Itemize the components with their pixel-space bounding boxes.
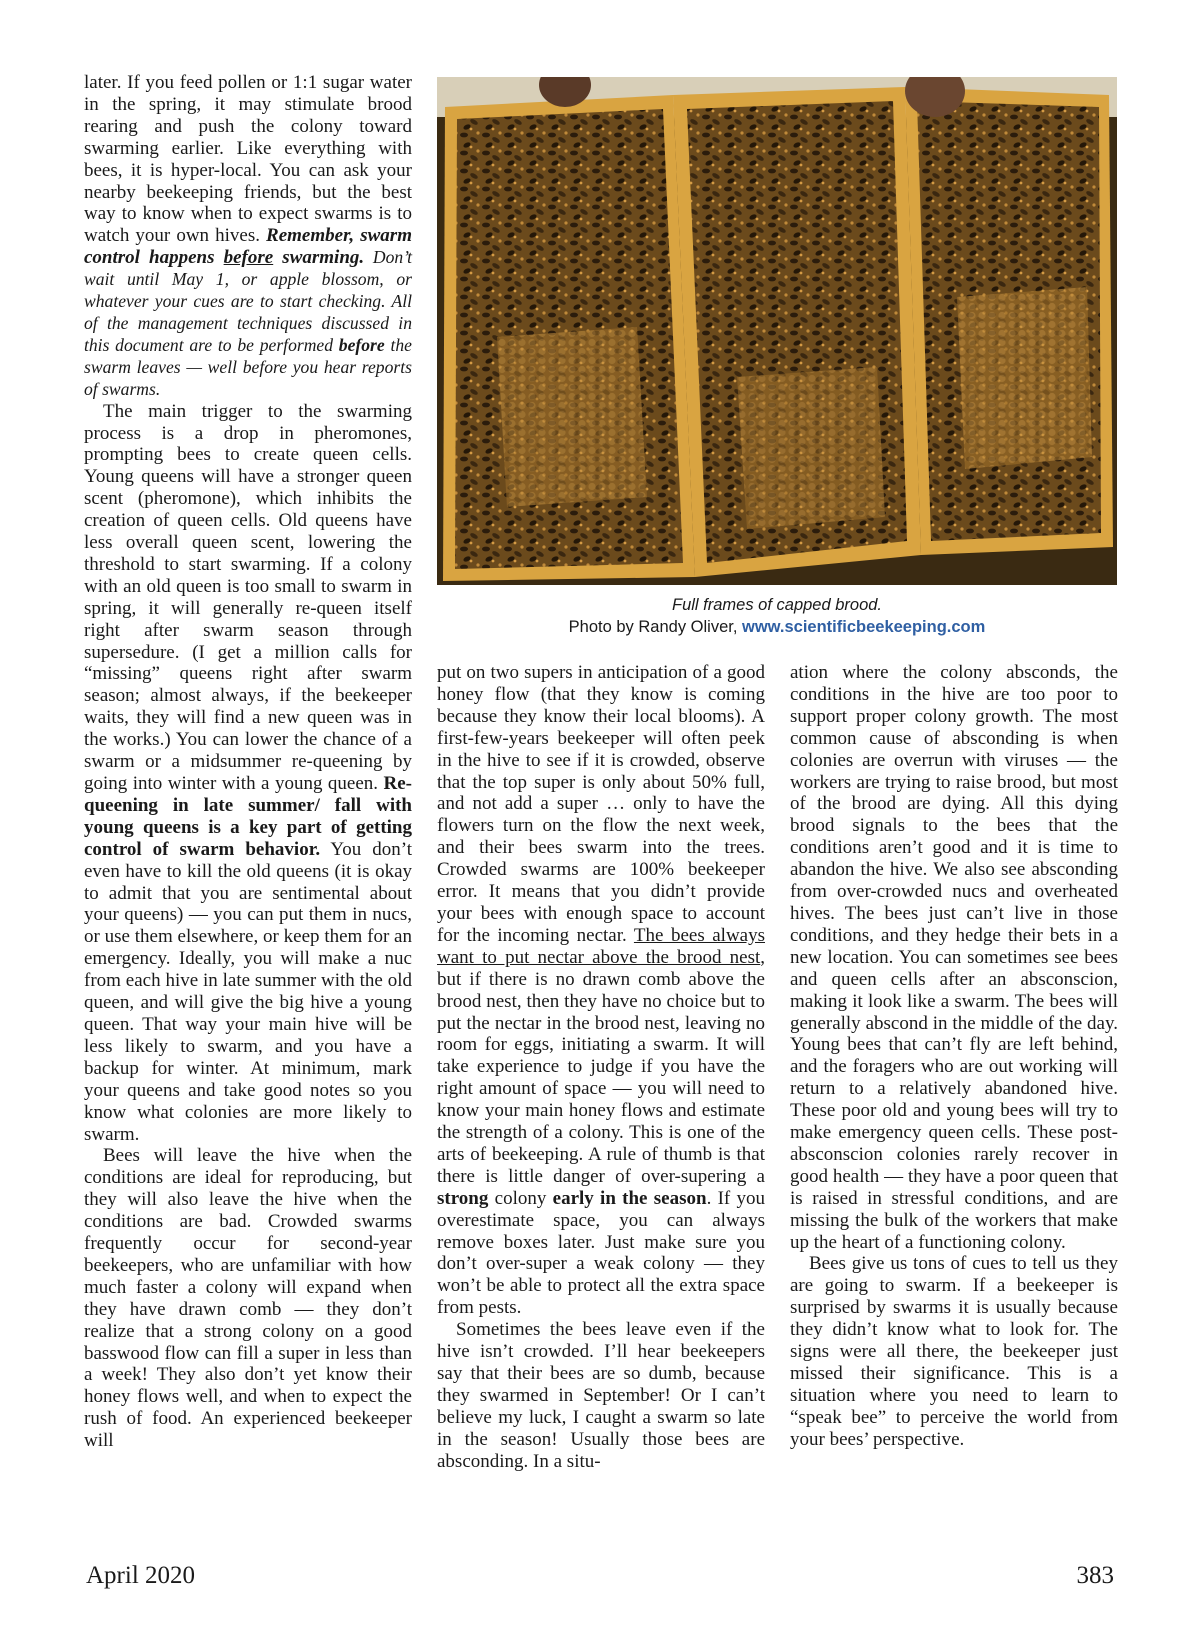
text-run: later. If you feed pollen or 1:1 sugar water in the spring, it may stimulate brood rearing and push the colony toward swarming earlier. Like everything with bees, it is hyper-local. You can ask your nearby beekeeping friends, but the best way to know when to expect swarms is to watch your own hives. — [84, 72, 412, 247]
italic-text: Don’t wait until May 1, or apple blossom, or whatever your cues are to start checking. All of the management techniques discussed in this document are to be performed — [84, 247, 412, 355]
paragraph — [84, 401, 412, 1146]
issue-date: April 2020 — [86, 1562, 196, 1589]
text-run: put on two supers in anticipation of a good honey flow (that they know is coming because they know their local blooms). A first-few-years beekeeper will often peek in the hive to see if it is crowded, observe that the top super is only about 50% full, and not add a super … only to have the flowers turn on the flow the next week, and their bees swarm into the trees. Crowded swarms are 100% beekeeper error. It means that you didn’t provide your bees with enough space to account for the incoming nectar. — [437, 662, 765, 946]
emphasis-text: Remember, swarm control happens — [84, 225, 412, 269]
photo-caption — [437, 594, 1117, 638]
brood-frames-photo — [437, 77, 1117, 585]
text-run: The main trigger to the swarming process is a drop in pheromones, prompting bees to create queen cells. Young queens will have a stronger queen scent (pheromone), which inhibits the creation of queen cells. Old queens have less overall queen scent, lowering the threshold to start swarming. If a colony with an old queen is too small to swarm in spring, it will generally re-queen itself right after swarm season through supersedure. (I get a million calls for “missing” queens right after swarm season; almost always, if the beekeeper waits, they will find a new queen was in the works.) You can lower the chance of a swarm or a midsummer re-queening by going into winter with a young queen. — [84, 400, 412, 794]
middle-text-column — [437, 662, 765, 1473]
bold-text: Re-queening in late summer/ fall with young queens is a key part of getting control of swarm behavior. — [84, 773, 412, 860]
emphasis-text: before — [338, 334, 385, 355]
italic-text: the swarm leaves — well before you hear reports of swarms. — [84, 334, 412, 399]
caption-credit: Photo by Randy Oliver, — [568, 618, 743, 636]
brood-frames-illustration — [437, 77, 1117, 585]
paragraph — [84, 72, 412, 401]
right-text-column — [790, 662, 1118, 1451]
underlined-text: The bees always want to put nectar above the brood nest — [437, 924, 765, 968]
paragraph: ation where the colony absconds, the conditions in the hive are too poor to support proper colony growth. The most common cause of absconding is when colonies are overrun with viruses — the workers are trying to raise brood, but most of the brood are dying. All this dying brood signals to the bees that the conditions aren’t good and it is time to abandon the hive. We also see absconding from over-crowded nucs and overheated hives. The bees just can’t live in those conditions, and they hedge their bets in a new location. You can sometimes see bees and queen cells after an absconscion, making it look like a swarm. The bees will generally abscond in the middle of the day. Young bees that can’t fly are left behind, and the foragers who are out working will return to a relatively abandoned hive. These poor old and young bees will try to make emergency queen cells. These post-absconscion colonies rarely recover in good health — they have a poor queen that is raised in stressful conditions, and are missing the bulk of the workers that make up the heart of a functioning colony. — [790, 662, 1118, 1253]
text-run: colony — [488, 1187, 553, 1209]
paragraph — [437, 662, 765, 1319]
emphasis-underlined-text: before — [223, 247, 274, 269]
text-run: . If you overestimate space, you can always remove boxes later. Just make sure you don’t over-super a weak colony — they won’t be able to protect all the extra space from pests. — [437, 1187, 766, 1319]
bold-text: early in the season — [552, 1187, 707, 1209]
page-number: 383 — [1076, 1562, 1114, 1589]
caption-title: Full frames of capped brood. — [671, 596, 883, 614]
paragraph: Bees will leave the hive when the conditions are ideal for reproducing, but they will also leave the hive when the conditions are bad. Crowded swarms frequently occur for second-year beekeepers, who are unfamiliar with how much faster a colony will expand when they have drawn comb — they don’t realize that a strong colony on a good basswood flow can fill a super in less than a week! They also don’t yet know their honey flows well, and when to expect the rush of food. An experienced beekeeper will — [84, 1145, 412, 1452]
paragraph: Sometimes the bees leave even if the hive isn’t crowded. I’ll hear beekeepers say that their bees are so dumb, because they swarmed in September! Or I can’t believe my luck, I caught a swarm so late in the season! Usually those bees are absconding. In a situ- — [437, 1319, 765, 1472]
text-run: You don’t even have to kill the old queens (it is okay to admit that you are sentimental about your queens) — you can put them in nucs, or use them elsewhere, or keep them for an emergency. Ideally, you will make a nuc from each hive in late summer with the old queen, and will give the big hive a young queen. That way your main hive will be less likely to swarm, and you have a backup for winter. At minimum, mark your queens and take good notes so you know what colonies are more likely to swarm. — [84, 838, 412, 1145]
left-text-column — [84, 72, 412, 1452]
bold-text: strong — [437, 1187, 489, 1209]
emphasis-text: swarming. — [273, 247, 365, 269]
text-run: , but if there is no drawn comb above the brood nest, then they have no choice but to put the nectar in the brood nest, leaving no room for eggs, initiating a swarm. It will take experience to judge if you have the right amount of space — you will need to know your main honey flows and estimate the strength of a colony. This is one of the arts of beekeeping. A rule of thumb is that there is little danger of over-supering a — [437, 946, 765, 1187]
paragraph: Bees give us tons of cues to tell us they are going to swarm. If a beekeeper is surprised by swarms it is usually because they didn’t know what to look for. The signs were all there, the beekeeper just missed their significance. This is a situation where you need to learn to “speak bee” to perceive the world from your bees’ perspective. — [790, 1253, 1118, 1450]
caption-link[interactable]: www.scientificbeekeeping.com — [742, 618, 986, 636]
